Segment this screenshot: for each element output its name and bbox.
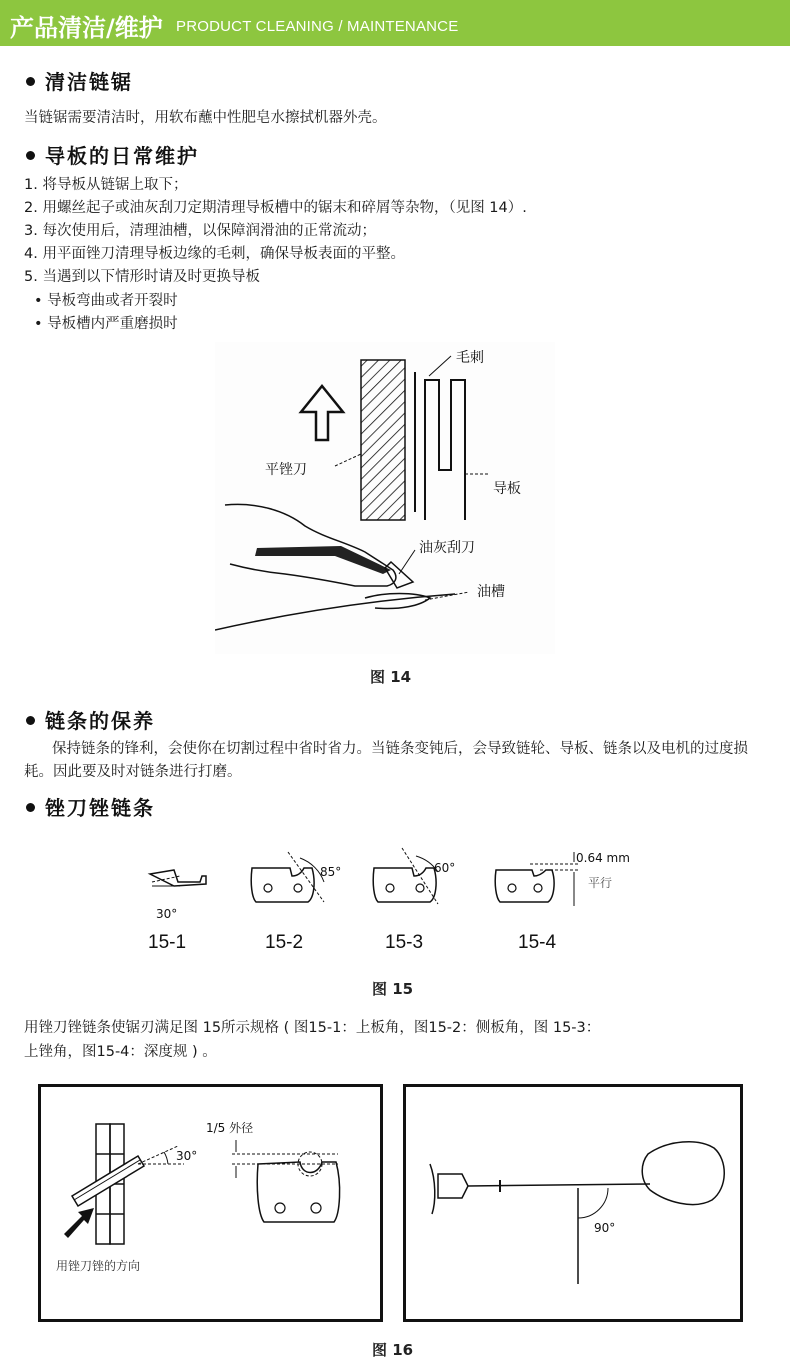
header-bar — [0, 0, 790, 46]
figure-15-caption: 图 15 — [372, 980, 414, 998]
tooth-15-2 — [251, 852, 341, 902]
flat-file-shape — [361, 360, 405, 520]
angle-60: 60° — [434, 861, 456, 875]
heading-clean-chainsaw: 清洁链锯 — [26, 66, 133, 95]
bullet-dot — [26, 803, 35, 812]
bullet-dot — [26, 77, 35, 86]
spec-text-line-1: 用锉刀锉链条使锯刃满足图 15所示规格 ( 图15-1：上板角，图15-2：侧板角，图 15-3： — [24, 1020, 601, 1036]
guide-item-5: 5. 当遇到以下情形时请及时更换导板 — [24, 269, 260, 285]
label-15-1: 15-1 — [148, 932, 187, 953]
label-flat-file: 平锉刀 — [265, 462, 307, 478]
angle-85: 85° — [320, 865, 342, 879]
guide-subitem-2: • 导板槽内严重磨损时 — [34, 316, 178, 332]
page-title-en: PRODUCT CLEANING / MAINTENANCE — [176, 18, 459, 35]
label-putty-knife: 油灰刮刀 — [419, 540, 475, 556]
figure-14-illustration — [215, 342, 555, 654]
diameter-label: 1/5 外径 — [206, 1121, 254, 1135]
heading-chain-care: 链条的保养 — [26, 705, 155, 734]
figure-16-caption: 图 16 — [372, 1341, 414, 1359]
tooth-15-3 — [373, 848, 455, 904]
file-handle — [438, 1174, 468, 1198]
bullet-dot — [26, 151, 35, 160]
bullet-dot — [26, 716, 35, 725]
spec-text-line-2: 上锉角，图15-4：深度规 ) 。 — [24, 1044, 217, 1060]
depth-label: 0.64 mm — [576, 851, 630, 865]
guide-item-1: 1. 将导板从链锯上取下； — [24, 177, 188, 193]
tooth-15-4 — [495, 851, 630, 906]
clean-text: 当链锯需要清洁时，用软布蘸中性肥皂水擦拭机器外壳。 — [24, 110, 387, 126]
figure-14-caption: 图 14 — [370, 668, 412, 686]
heading-guide-bar: 导板的日常维护 — [26, 140, 199, 169]
chain-care-text: 保持链条的锋利，会使你在切割过程中省时省力。当链条变钝后，会导致链轮、导板、链条以及电机的过度损耗。因此要及时对链条进行打磨。 — [24, 741, 748, 780]
label-burr: 毛刺 — [456, 350, 484, 366]
angle-30-fig16: 30° — [176, 1149, 198, 1163]
guide-item-2: 2. 用螺丝起子或油灰刮刀定期清理导板槽中的锯末和碎屑等杂物，（见图 14）. — [24, 200, 527, 216]
heading-file-chain: 锉刀锉链条 — [26, 792, 155, 821]
angle-30: 30° — [156, 907, 178, 921]
figure-16-right-panel — [405, 1086, 742, 1321]
figure-15-illustration — [140, 842, 660, 926]
label-oil-groove: 油槽 — [477, 584, 505, 600]
label-guide-bar: 导板 — [493, 481, 521, 497]
figure-16-illustration — [38, 1084, 744, 1324]
tooth-15-1 — [150, 870, 206, 921]
label-15-4: 15-4 — [518, 932, 557, 953]
guide-item-4: 4. 用平面锉刀清理导板边缘的毛刺，确保导板表面的平整。 — [24, 246, 405, 262]
direction-label: 用锉刀锉的方向 — [56, 1259, 141, 1273]
parallel-label: 平行 — [588, 876, 613, 890]
label-15-3: 15-3 — [385, 932, 424, 953]
label-15-2: 15-2 — [265, 932, 304, 953]
guide-subitem-1: • 导板弯曲或者开裂时 — [34, 293, 178, 309]
angle-90: 90° — [594, 1221, 616, 1235]
guide-item-3: 3. 每次使用后，清理油槽，以保障润滑油的正常流动； — [24, 223, 376, 239]
page-title: 产品清洁/维护 — [10, 14, 163, 42]
